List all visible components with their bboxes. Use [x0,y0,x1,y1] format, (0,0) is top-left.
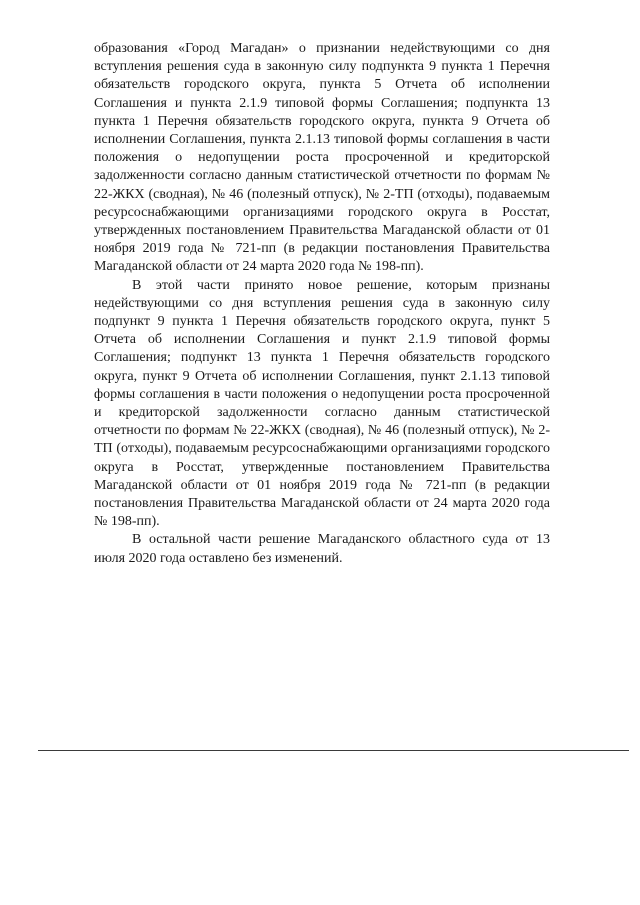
paragraph-2: В этой части принято новое решение, которым признаны недействующими со дня вступления решения суда в законную силу подпункт 9 пункта 1 Перечня обязательств городского округа, пункт 5 Отчета об исполнении Соглашения и пункт 2.1.9 типовой формы Соглашения; подпункт 13 пункта 1 Перечня обязательств городского округа, пункт 9 Отчета об исполнении Соглашения, пункт 2.1.13 типовой формы соглашения в части положения о недопущении роста просроченной и кредиторской задолженности согласно данным статистической отчетности по формам № 22-ЖКХ (сводная), № 46 (полезный отпуск), № 2-ТП (отходы), подаваемым ресурсоснабжающими организациями городского округа в Росстат, утвержденные постановлением Правительства Магаданской области от 01 ноября 2019 года № 721-пп (в редакции постановления Правительства Магаданской области от 24 марта 2020 года № 198-пп). [94,277,550,530]
paragraph-1: образования «Город Магадан» о признании недействующими со дня вступления решения суда в законную силу подпункта 9 пункта 1 Перечня обязательств городского округа, пункта 5 Отчета об исполнении Соглашения и пункта 2.1.9 типовой формы Соглашения; подпункта 13 пункта 1 Перечня обязательств городского округа, пункта 9 Отчета об исполнении Соглашения, пункта 2.1.13 типовой формы соглашения в части положения о недопущении роста просроченной и кредиторской задолженности согласно данным статистической отчетности по формам № 22-ЖКХ (сводная), № 46 (полезный отпуск), № 2-ТП (отходы), подаваемым ресурсоснабжающими организациями городского округа в Росстат, утвержденных постановлением Правительства Магаданской области от 01 ноября 2019 года № 721-пп (в редакции постановления Правительства Магаданской области от 24 марта 2020 года № 198-пп). [94,41,550,275]
page-bottom-rule [38,750,629,751]
paragraph-3: В остальной части решение Магаданского областного суда от 13 июля 2020 года оставлено без изменений. [94,532,550,566]
document-body [94,40,550,568]
